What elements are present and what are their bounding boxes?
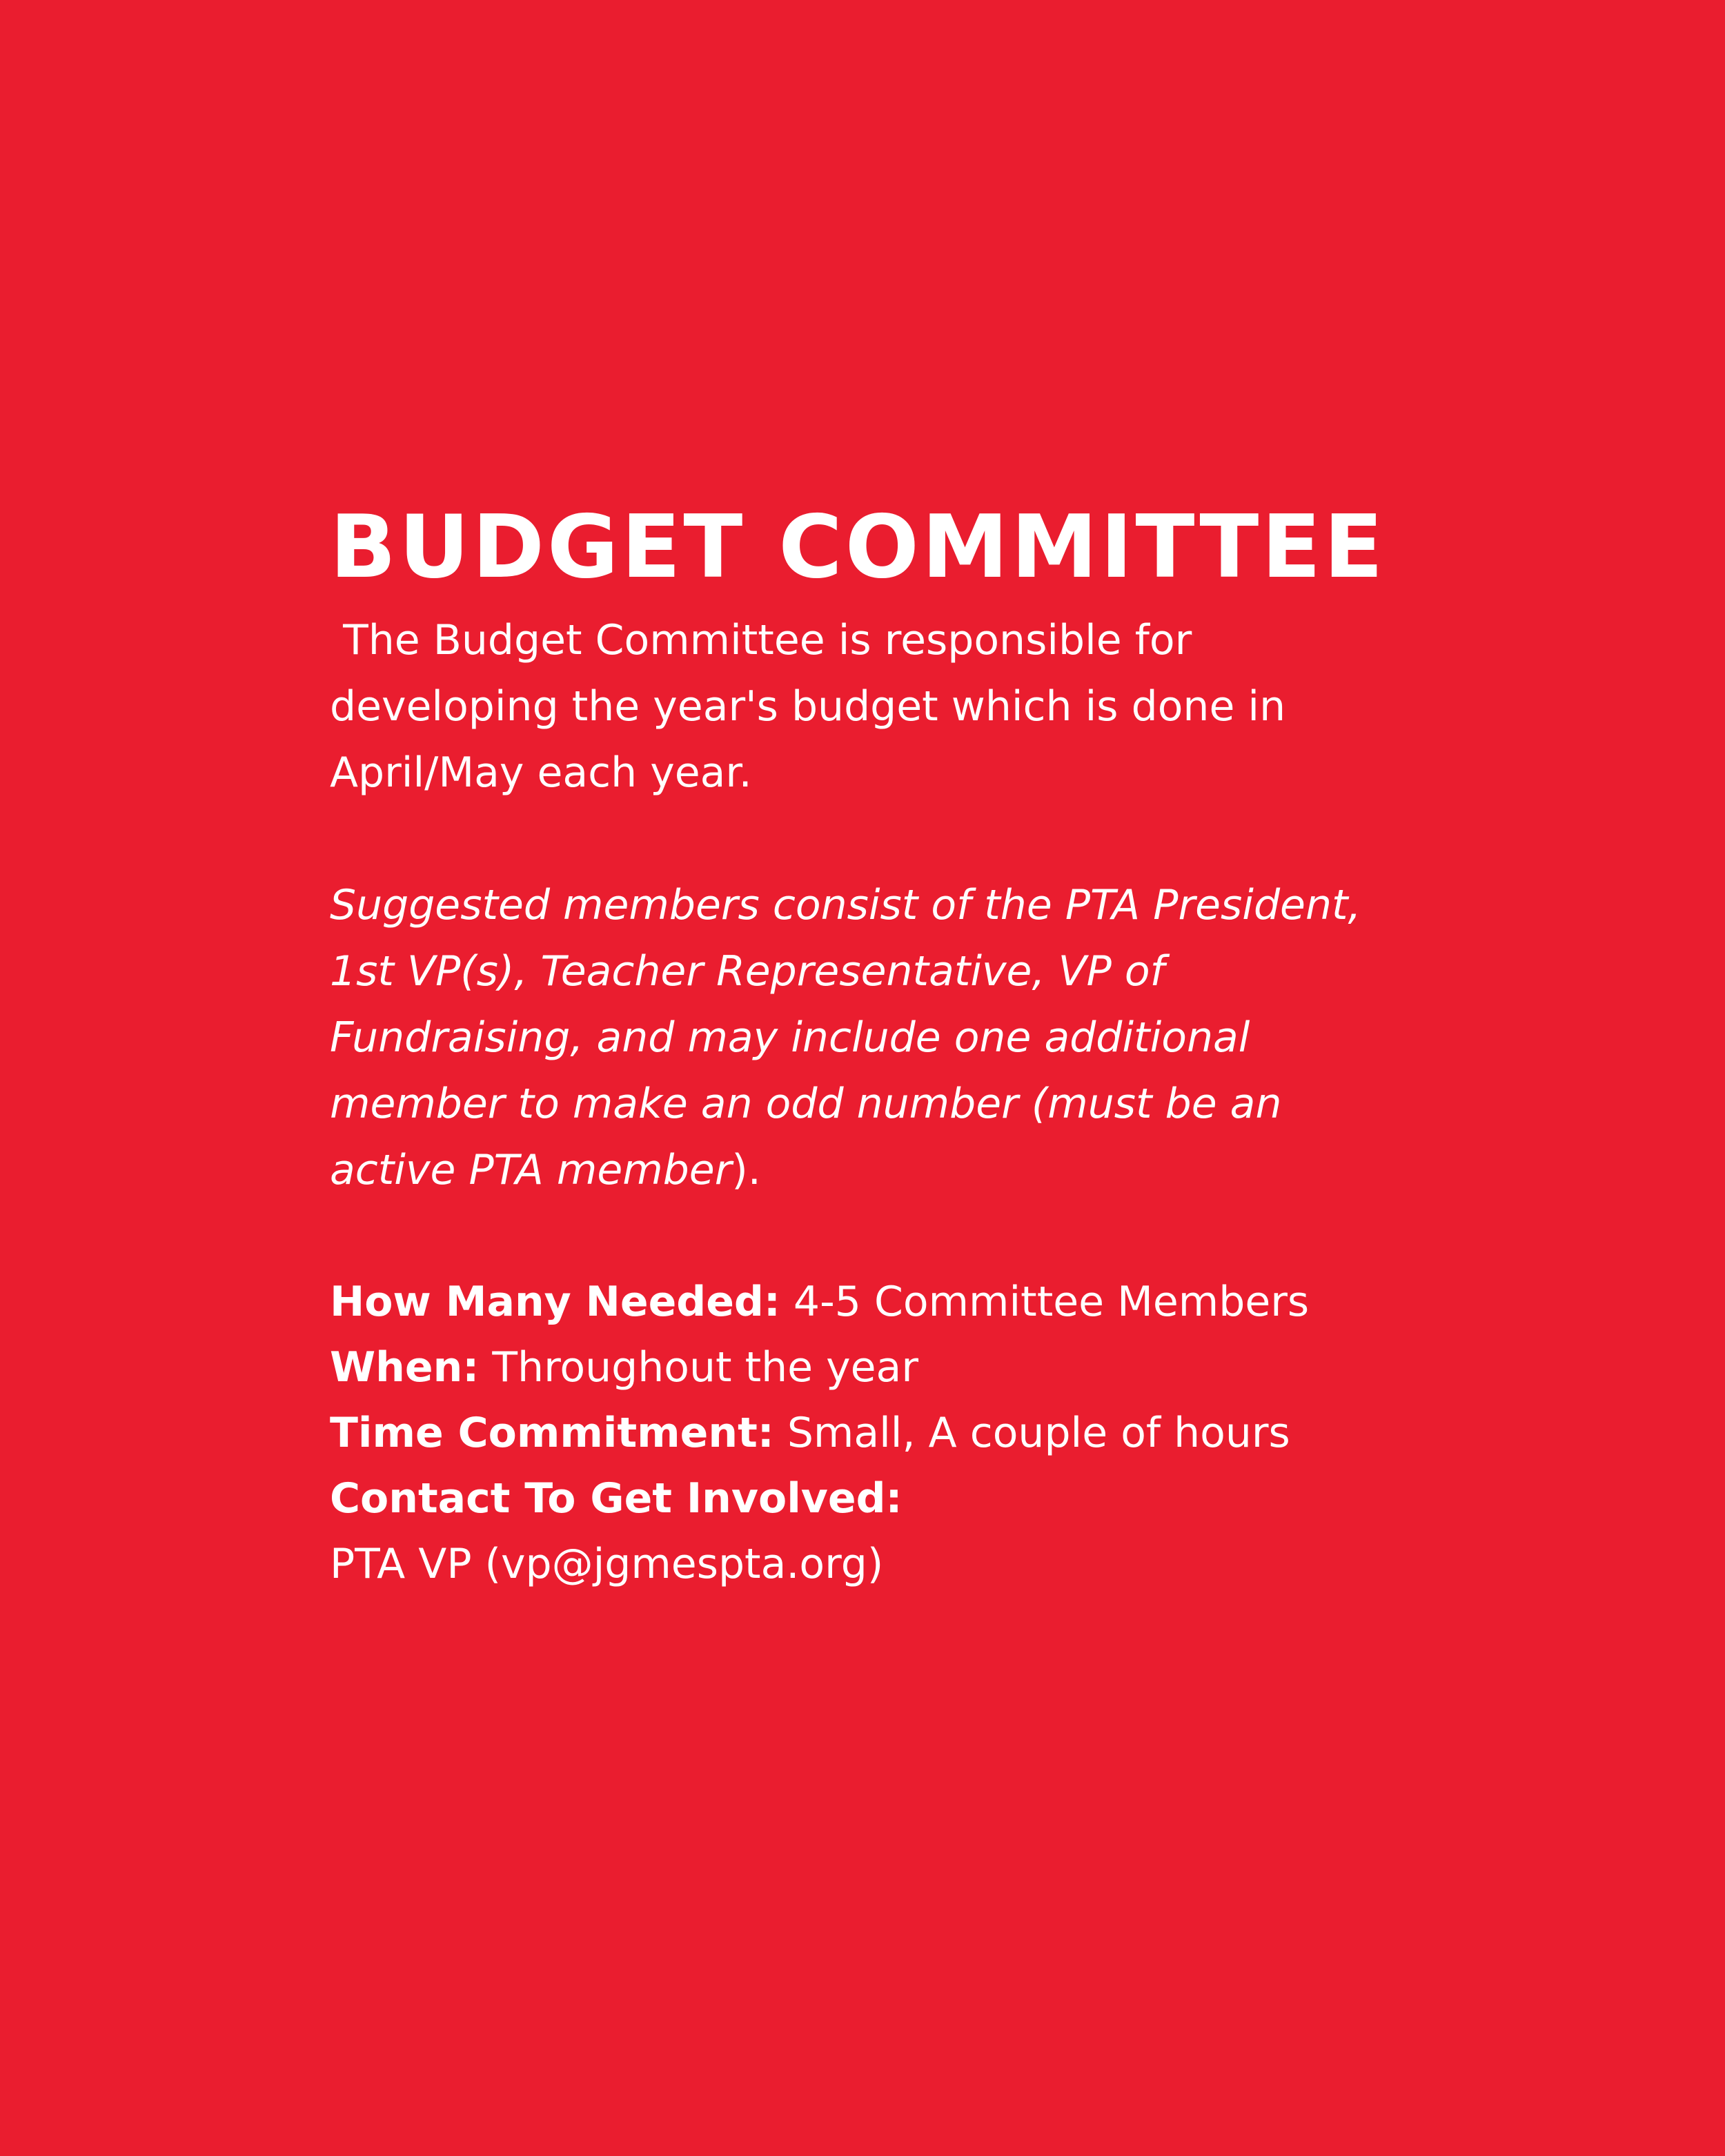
- contact-label: Contact To Get Involved:: [330, 1474, 903, 1523]
- how-many-row: [330, 1269, 1406, 1335]
- when-value: Throughout the year: [479, 1343, 918, 1392]
- suggested-members-paragraph: [330, 872, 1406, 1203]
- page-title: BUDGET COMMITTEE: [330, 496, 1386, 597]
- how-many-label: How Many Needed:: [330, 1278, 780, 1326]
- intro-paragraph: The Budget Committee is responsible for developing the year's budget which is done in April/May each year.: [330, 616, 1299, 797]
- how-many-value: 4-5 Committee Members: [780, 1278, 1310, 1326]
- contact-value: PTA VP (vp@jgmespta.org): [330, 1540, 884, 1588]
- when-label: When:: [330, 1343, 480, 1392]
- suggested-members-tail: ).: [731, 1146, 761, 1194]
- contact-row: [330, 1466, 1406, 1532]
- time-commitment-row: [330, 1401, 1406, 1466]
- suggested-members-text: Suggested members consist of the PTA President, 1st VP(s), Teacher Representative, VP of Fundraising, and may include one additional member to make an odd number (must be an active PTA member: [330, 881, 1361, 1194]
- details-list: [330, 1269, 1406, 1597]
- time-commitment-value: Small, A couple of hours: [773, 1409, 1290, 1457]
- committee-info: [330, 496, 1406, 1597]
- time-commitment-label: Time Commitment:: [330, 1409, 774, 1457]
- when-row: [330, 1335, 1406, 1401]
